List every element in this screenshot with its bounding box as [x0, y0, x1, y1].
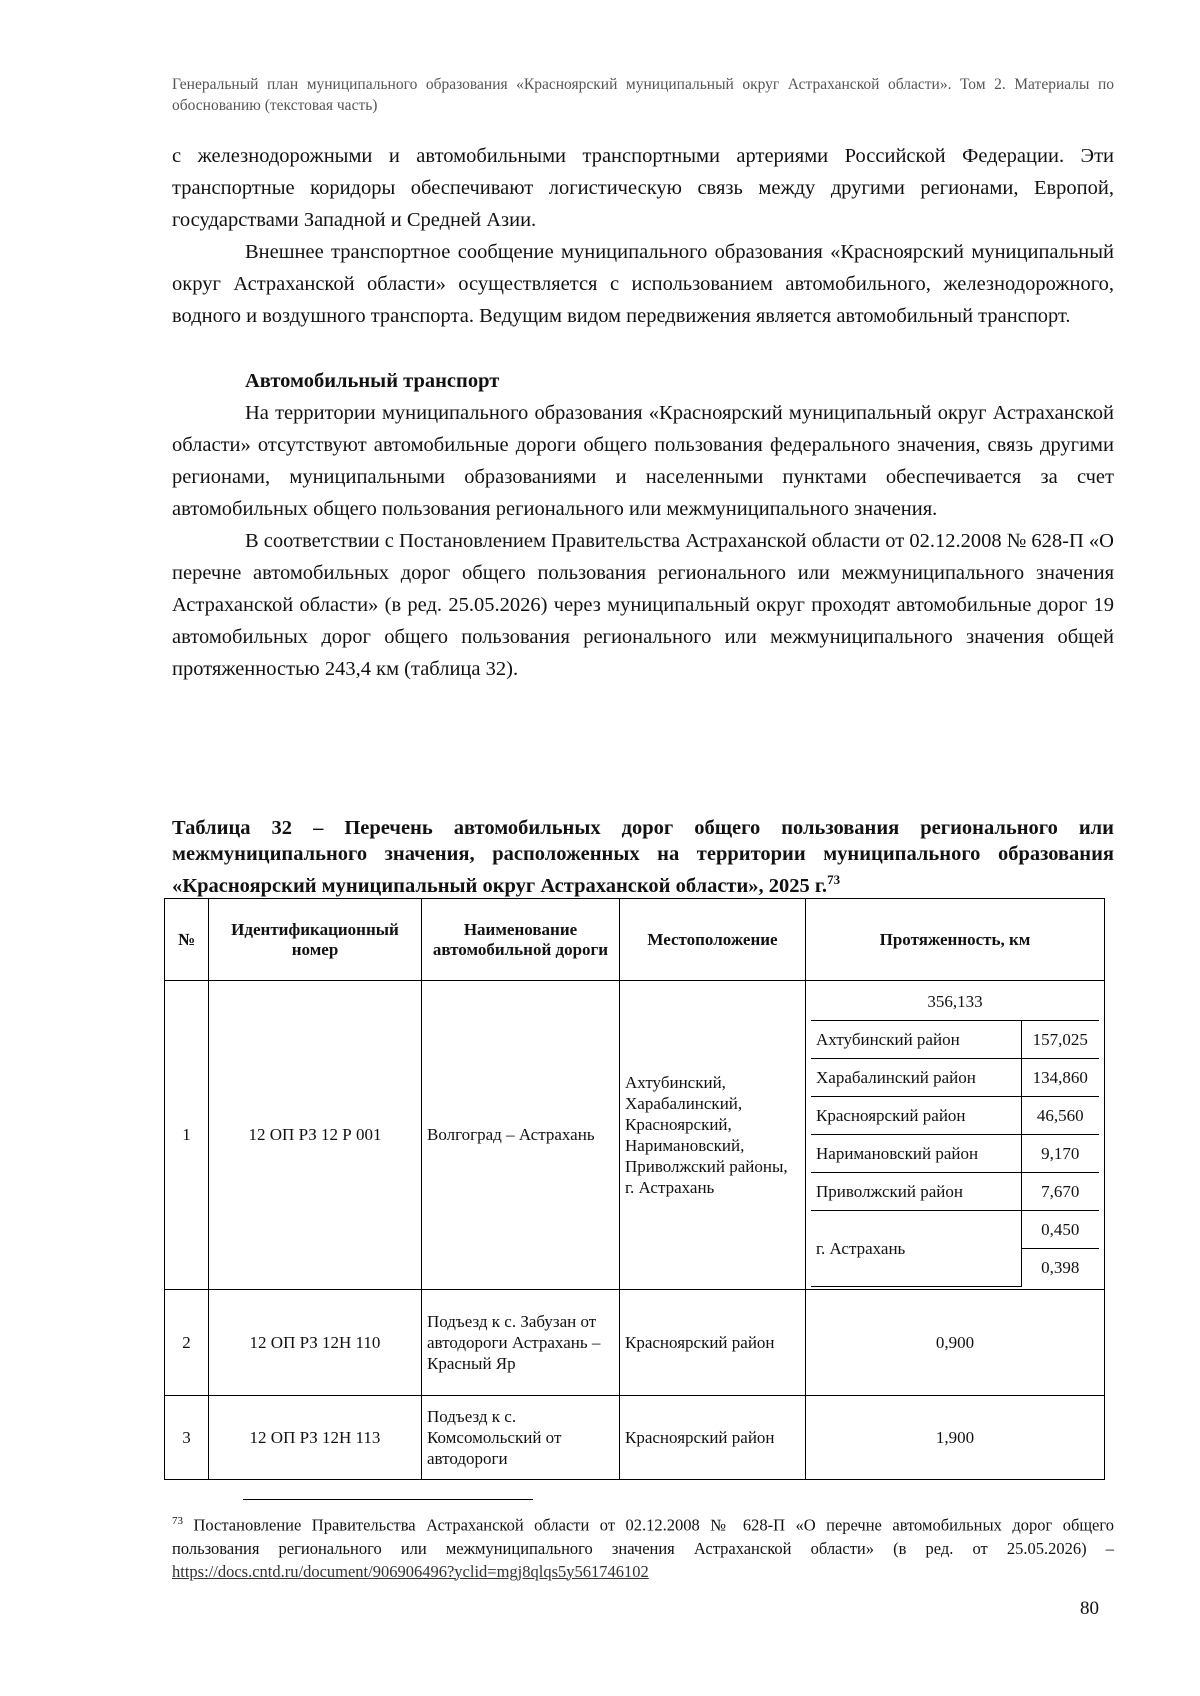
footnote-reference[interactable]: 73 — [827, 872, 841, 887]
cell-location: Ахтубинский, Харабалинский, Красноярский, Наримановский, Приволжский районы, г. Астрахань — [620, 981, 806, 1290]
table-row — [165, 1289, 1105, 1395]
cell-number: 2 — [165, 1289, 209, 1395]
header-length: Протяженность, км — [806, 899, 1105, 981]
length-value: 46,560 — [1021, 1097, 1099, 1135]
cell-length-breakdown — [806, 981, 1105, 1290]
footnote — [172, 1510, 1114, 1583]
footnote-text: Постановление Правительства Астраханской области от 02.12.2008 № 628-П «О перечне автомобильных дорог общего пользования регионального или межмуниципального значения Астраханской области» (в ред. от 25.05.2026) – — [172, 1515, 1114, 1558]
header-id: Идентификационный номер — [209, 899, 422, 981]
length-district: Наримановский район — [811, 1135, 1021, 1173]
table-row — [165, 981, 1105, 1290]
cell-location: Красноярский район — [620, 1289, 806, 1395]
footnote-separator — [243, 1499, 533, 1500]
length-district: Ахтубинский район — [811, 1021, 1021, 1059]
cell-id: 12 ОП РЗ 12 Р 001 — [209, 981, 422, 1290]
length-value: 134,860 — [1021, 1059, 1099, 1097]
length-total: 356,133 — [811, 983, 1099, 1021]
length-value: 0,398 — [1021, 1249, 1099, 1287]
cell-number: 3 — [165, 1395, 209, 1479]
length-district: Красноярский район — [811, 1097, 1021, 1135]
paragraph: Внешнее транспортное сообщение муниципального образования «Красноярский муниципальный округ Астраханской области» осуществляется с использованием автомобильного, железнодорожного, водного и воздушного транспорта. Ведущим видом передвижения является автомобильный транспорт. — [172, 241, 1114, 327]
header-road-name: Наименование автомобильной дороги — [422, 899, 620, 981]
cell-road-name: Подъезд к с. Комсомольский от автодороги — [422, 1395, 620, 1479]
cell-length: 1,900 — [806, 1395, 1105, 1479]
paragraph: На территории муниципального образования «Красноярский муниципальный округ Астраханской области» отсутствуют автомобильные дороги общего пользования федерального значения, связь другими регионами, муниципальными образованиями и населенными пунктами обеспечивается за счет автомобильных общего пользования регионального или межмуниципального значения. — [172, 402, 1114, 520]
table-caption — [172, 815, 1114, 899]
cell-location: Красноярский район — [620, 1395, 806, 1479]
cell-road-name: Волгоград – Астрахань — [422, 981, 620, 1290]
cell-length: 0,900 — [806, 1289, 1105, 1395]
length-district: Харабалинский район — [811, 1059, 1021, 1097]
length-value: 9,170 — [1021, 1135, 1099, 1173]
footnote-marker: 73 — [172, 1515, 183, 1527]
cell-number: 1 — [165, 981, 209, 1290]
length-value: 157,025 — [1021, 1021, 1099, 1059]
paragraph: В соответствии с Постановлением Правительства Астраханской области от 02.12.2008 № 628-П «О перечне автомобильных дорог общего пользования регионального или межмуниципального значения Астраханской области» (в ред. 25.05.2026) через муниципальный округ проходят автомобильные дорог 19 автомобильных дорог общего пользования регионального или межмуниципального значения общей протяженностью 243,4 км (таблица 32). — [172, 530, 1114, 680]
table-caption-text: Таблица 32 – Перечень автомобильных дорог общего пользования регионального или межмуниципального значения, расположенных на территории муниципального образования «Красноярский муниципальный округ Астраханской области», 2025 г. — [172, 817, 1114, 897]
cell-road-name: Подъезд к с. Забузан от автодороги Астрахань – Красный Яр — [422, 1289, 620, 1395]
cell-id: 12 ОП РЗ 12Н 113 — [209, 1395, 422, 1479]
length-breakdown-table — [811, 983, 1099, 1287]
header-number: № — [165, 899, 209, 981]
table-row — [165, 1395, 1105, 1479]
paragraph: с железнодорожными и автомобильными транспортными артериями Российской Федерации. Эти транспортные коридоры обеспечивают логистическую связь между другими регионами, Европой, государствами Западной и Средней Азии. — [172, 145, 1114, 231]
length-district: г. Астрахань — [811, 1211, 1021, 1287]
page-number: 80 — [1080, 1598, 1099, 1619]
section-heading: Автомобильный транспорт — [245, 370, 500, 392]
cell-id: 12 ОП РЗ 12Н 110 — [209, 1289, 422, 1395]
document-header: Генеральный план муниципального образования «Красноярский муниципальный округ Астраханской области». Том 2. Материалы по обоснованию (текстовая часть) — [172, 76, 1114, 114]
footnote-link[interactable]: https://docs.cntd.ru/document/906906496?yclid=mgj8qlqs5y561746102 — [172, 1561, 649, 1581]
length-value: 0,450 — [1021, 1211, 1099, 1249]
length-value: 7,670 — [1021, 1173, 1099, 1211]
roads-table — [164, 898, 1105, 1480]
header-location: Местоположение — [620, 899, 806, 981]
length-district: Приволжский район — [811, 1173, 1021, 1211]
main-text — [172, 140, 1114, 685]
